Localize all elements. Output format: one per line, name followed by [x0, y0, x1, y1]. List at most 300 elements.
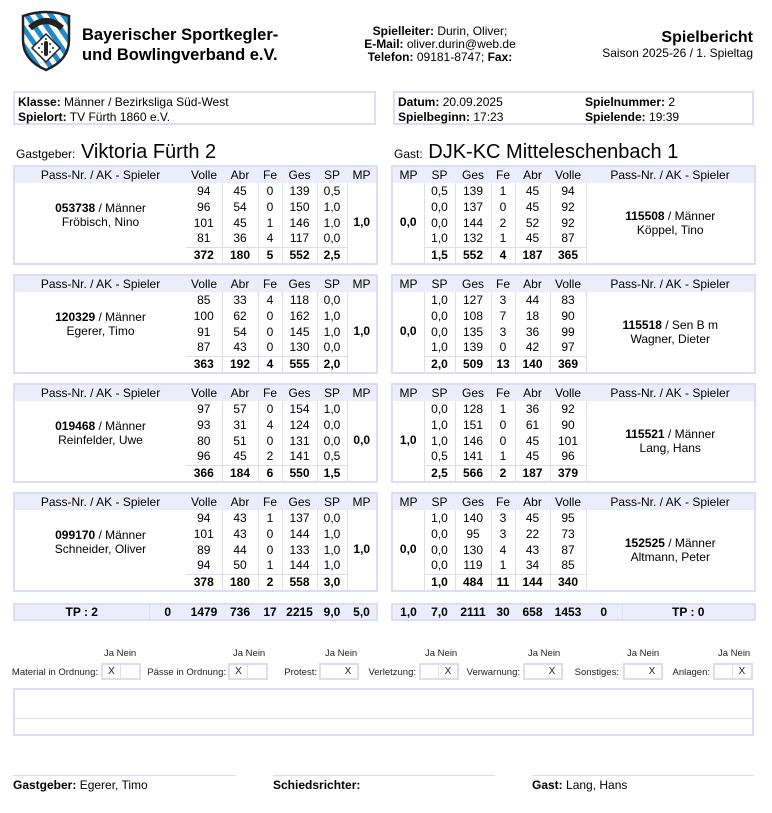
sum-cell: 379	[550, 465, 586, 482]
ja-box[interactable]	[421, 665, 439, 678]
home-signature-value: Egerer, Timo	[79, 778, 148, 792]
guest-total-extra: 0	[600, 605, 608, 619]
score-cell: 94	[197, 510, 211, 525]
score-cell: 89	[197, 542, 211, 557]
check-boxes[interactable]	[713, 663, 753, 680]
nein-box[interactable]	[248, 665, 266, 678]
score-cell: 127	[455, 292, 491, 308]
score-cell: 101	[193, 215, 214, 230]
col-abr: Abr	[222, 384, 258, 401]
home-total-mp: 5,0	[353, 605, 370, 619]
match-points: 0,0	[347, 401, 377, 482]
col-volle: Volle	[186, 275, 222, 292]
score-cell: 4	[258, 417, 282, 433]
ja-nein-header: Ja Nein	[233, 648, 266, 659]
table-header-row	[392, 275, 755, 292]
col-volle: Volle	[550, 384, 586, 401]
check-boxes[interactable]	[523, 663, 563, 680]
ja-box[interactable]	[321, 665, 339, 678]
score-cell: 0,0	[317, 231, 347, 247]
home-total-volle: 1479	[190, 605, 218, 619]
col-sp: SP	[424, 275, 455, 292]
score-cell: 151	[455, 417, 491, 433]
score-cell: 0,0	[317, 340, 347, 356]
score-cell: 1	[491, 449, 515, 465]
sum-cell: 184	[222, 465, 258, 482]
col-abr: Abr	[222, 493, 258, 510]
score-cell: 87	[197, 340, 211, 355]
score-cell: 1	[491, 558, 515, 574]
guest-total-mp: 1,0	[400, 605, 417, 619]
score-cell: 146	[282, 215, 317, 231]
score-cell: 139	[282, 183, 317, 199]
col-abr: Abr	[515, 493, 550, 510]
spielort-label: Spielort:	[18, 110, 67, 124]
sum-cell: 2	[491, 465, 515, 482]
score-cell: 162	[282, 308, 317, 324]
guest-totals-row	[391, 603, 756, 621]
score-cell: 43	[222, 340, 258, 356]
sum-cell: 1,5	[424, 247, 455, 264]
score-cell: 3	[491, 526, 515, 542]
guest-team-name: DJK-KC Mitteleschenbach 1	[428, 141, 679, 163]
score-cell: 117	[282, 231, 317, 247]
sum-cell: 3,0	[317, 574, 347, 591]
col-player: Pass-Nr. / AK - Spieler	[14, 166, 186, 183]
check-label: Anlagen:	[672, 667, 710, 678]
player-name: Lang, Hans	[639, 440, 701, 455]
spielbeginn-value: 17:23	[473, 110, 504, 124]
player-name: Altmann, Peter	[630, 549, 710, 564]
sum-cell: 1,0	[424, 574, 455, 591]
pass-number: 120329	[55, 310, 96, 324]
ja-box[interactable]	[525, 665, 543, 678]
player-name: Egerer, Timo	[66, 324, 135, 338]
guest-total-fe: 30	[496, 605, 510, 619]
klasse-label: Klasse:	[18, 95, 61, 109]
pass-number: 152525	[624, 535, 665, 550]
score-cell: 135	[455, 324, 491, 340]
score-cell: 0	[258, 401, 282, 417]
score-cell: 62	[222, 308, 258, 324]
pass-number: 115508	[625, 208, 665, 223]
score-cell: 61	[515, 417, 550, 433]
table-header-row	[392, 493, 755, 510]
ja-box[interactable]: X	[230, 665, 248, 678]
score-cell: 54	[222, 324, 258, 340]
score-cell: 1	[491, 231, 515, 247]
age-class: / Sen B m	[661, 317, 718, 332]
age-class: / Männer	[664, 208, 716, 223]
home-player-table	[13, 492, 378, 592]
org-name-line1: Bayerischer Sportkegler-	[82, 26, 279, 44]
score-cell: 94	[197, 558, 211, 573]
home-total-sp: 9,0	[323, 605, 341, 619]
score-cell: 141	[455, 449, 491, 465]
telefon-label: Telefon:	[367, 50, 414, 64]
score-cell: 22	[515, 526, 550, 542]
pass-number: 019468	[55, 419, 96, 433]
player-cell	[14, 292, 186, 356]
score-cell: 94	[550, 183, 586, 199]
col-sp: SP	[317, 493, 347, 510]
age-class: / Männer	[95, 419, 146, 433]
col-ges: Ges	[282, 166, 317, 183]
guest-team-points: TP : 0	[622, 604, 755, 620]
age-class: / Männer	[95, 528, 146, 542]
report-subtitle: Saison 2025-26 / 1. Spieltag	[602, 46, 753, 60]
col-ges: Ges	[455, 166, 491, 183]
checks-row	[0, 648, 772, 682]
guest-signature-label: Gast:	[532, 778, 563, 792]
sum-cell: 550	[282, 465, 317, 482]
score-cell: 45	[222, 449, 258, 465]
home-team-label: Gastgeber:	[16, 147, 76, 161]
score-cell: 141	[282, 449, 317, 465]
home-player-table	[13, 274, 378, 374]
score-cell: 1,0	[424, 417, 455, 433]
col-abr: Abr	[515, 275, 550, 292]
player-cell	[14, 510, 186, 574]
age-class: / Männer	[664, 426, 716, 441]
player-cell	[586, 292, 755, 373]
table-row	[392, 292, 755, 308]
score-cell: 92	[550, 199, 586, 215]
sum-cell: 180	[222, 247, 258, 264]
score-cell: 100	[193, 308, 214, 323]
sum-cell: 378	[186, 574, 222, 591]
sum-cell: 192	[222, 356, 258, 373]
score-cell: 0	[258, 526, 282, 542]
score-cell: 131	[282, 433, 317, 449]
pass-number: 115518	[622, 317, 662, 332]
check-boxes[interactable]	[419, 663, 459, 680]
score-cell: 1	[258, 510, 282, 526]
check-boxes[interactable]	[319, 663, 359, 680]
sum-cell: 2,5	[424, 465, 455, 482]
sum-cell: 484	[455, 574, 491, 591]
score-cell: 0,0	[317, 417, 347, 433]
guest-signature-value: Lang, Hans	[566, 778, 628, 792]
col-sp: SP	[424, 384, 455, 401]
sum-cell: 4	[258, 356, 282, 373]
home-total-abr: 736	[229, 605, 251, 619]
spielnummer-value: 2	[668, 95, 676, 109]
score-cell: 3	[491, 510, 515, 526]
sum-cell: 369	[550, 356, 586, 373]
score-cell: 31	[222, 417, 258, 433]
col-fe: Fe	[491, 493, 515, 510]
score-cell: 4	[258, 231, 282, 247]
nein-box[interactable]: X	[738, 666, 746, 677]
col-fe: Fe	[491, 275, 515, 292]
sum-cell: 5	[258, 247, 282, 264]
check-label: Verletzung:	[368, 667, 416, 678]
match-points: 1,0	[347, 292, 377, 373]
score-cell: 101	[193, 526, 214, 541]
table-row	[392, 183, 755, 199]
col-volle: Volle	[186, 384, 222, 401]
col-volle: Volle	[186, 493, 222, 510]
guest-player-table	[391, 492, 756, 592]
ja-nein-header: Ja Nein	[425, 648, 458, 659]
score-cell: 93	[197, 417, 211, 432]
org-name-line2: und Bowlingverband e.V.	[82, 46, 278, 64]
bskv-shield-logo-icon	[20, 10, 72, 72]
score-cell: 0,0	[424, 308, 455, 324]
score-cell: 140	[455, 510, 491, 526]
email-value[interactable]: oliver.durin@web.de	[406, 37, 516, 51]
score-cell: 0,5	[424, 449, 455, 465]
score-cell: 90	[550, 308, 586, 324]
score-cell: 133	[282, 542, 317, 558]
contact-block	[340, 25, 540, 64]
table-header-row	[14, 275, 377, 292]
col-mp: MP	[347, 275, 377, 292]
table-row	[392, 401, 755, 417]
ja-nein-header: Ja Nein	[325, 648, 358, 659]
score-cell: 36	[515, 324, 550, 340]
table-row	[392, 510, 755, 526]
pass-number: 053738	[55, 201, 96, 215]
nein-box[interactable]: X	[444, 666, 452, 677]
sum-cell: 2,5	[317, 247, 347, 264]
pass-number: 115521	[625, 426, 665, 441]
score-cell: 36	[515, 401, 550, 417]
nein-box[interactable]	[121, 665, 139, 678]
score-cell: 0,0	[424, 324, 455, 340]
spielbeginn-label: Spielbeginn:	[398, 110, 470, 124]
col-ges: Ges	[282, 493, 317, 510]
home-signature	[13, 775, 236, 792]
fax-label: Fax:	[487, 50, 513, 64]
home-total-ges: 2215	[286, 605, 313, 619]
score-cell: 0	[258, 433, 282, 449]
remarks-box[interactable]	[13, 688, 754, 736]
remarks-divider	[15, 718, 752, 719]
score-cell: 128	[455, 401, 491, 417]
spielleiter-value: Durin, Oliver;	[437, 24, 508, 38]
home-player-table	[13, 165, 378, 265]
spielende-label: Spielende:	[585, 110, 646, 124]
ja-box[interactable]	[715, 665, 733, 678]
score-cell: 3	[491, 292, 515, 308]
score-cell: 45	[515, 231, 550, 247]
col-sp: SP	[424, 166, 455, 183]
score-cell: 101	[550, 433, 586, 449]
player-cell	[586, 401, 755, 482]
ja-nein-header: Ja Nein	[528, 648, 561, 659]
score-cell: 51	[222, 433, 258, 449]
age-class: / Männer	[95, 201, 146, 215]
col-fe: Fe	[258, 384, 282, 401]
score-cell: 97	[197, 401, 211, 416]
score-cell: 0,0	[424, 401, 455, 417]
sum-cell: 363	[186, 356, 222, 373]
sum-cell: 187	[515, 465, 550, 482]
score-cell: 50	[222, 558, 258, 574]
score-cell: 1,0	[317, 215, 347, 231]
sum-cell: 144	[515, 574, 550, 591]
guest-total-sp: 7,0	[431, 605, 448, 619]
col-mp: MP	[392, 493, 424, 510]
score-cell: 42	[515, 340, 550, 356]
score-cell: 81	[197, 231, 211, 246]
col-abr: Abr	[515, 384, 550, 401]
col-player: Pass-Nr. / AK - Spieler	[14, 275, 186, 292]
table-row	[14, 292, 377, 308]
score-cell: 18	[515, 308, 550, 324]
referee-signature	[273, 775, 495, 792]
sum-cell: 509	[455, 356, 491, 373]
match-points: 1,0	[347, 510, 377, 591]
player-cell	[14, 401, 186, 465]
match-points: 0,0	[399, 324, 417, 339]
score-cell: 0	[491, 433, 515, 449]
nein-box[interactable]: X	[344, 666, 352, 677]
score-cell: 45	[222, 183, 258, 199]
score-cell: 87	[550, 542, 586, 558]
score-cell: 45	[515, 510, 550, 526]
check-boxes[interactable]	[623, 663, 663, 680]
sum-cell: 140	[515, 356, 550, 373]
score-cell: 1,0	[424, 292, 455, 308]
col-mp: MP	[347, 166, 377, 183]
score-cell: 94	[197, 183, 211, 198]
sum-cell: 365	[550, 247, 586, 264]
check-boxes[interactable]	[228, 663, 268, 680]
score-cell: 0,5	[317, 183, 347, 199]
score-cell: 83	[550, 292, 586, 308]
col-mp: MP	[392, 384, 424, 401]
nein-box[interactable]: X	[648, 666, 656, 677]
check-label: Protest:	[284, 667, 317, 678]
col-sp: SP	[424, 493, 455, 510]
score-cell: 137	[282, 510, 317, 526]
ja-box[interactable]	[625, 665, 643, 678]
datum-value: 20.09.2025	[442, 95, 503, 109]
home-total-fe: 17	[263, 605, 277, 619]
score-cell: 97	[550, 340, 586, 356]
score-cell: 1	[491, 401, 515, 417]
col-player: Pass-Nr. / AK - Spieler	[586, 275, 755, 292]
spielnummer-label: Spielnummer:	[585, 95, 666, 109]
score-cell: 130	[282, 340, 317, 356]
score-cell: 87	[550, 231, 586, 247]
score-cell: 44	[515, 292, 550, 308]
sum-cell: 11	[491, 574, 515, 591]
score-cell: 4	[258, 292, 282, 308]
score-cell: 33	[222, 292, 258, 308]
score-cell: 45	[515, 183, 550, 199]
score-cell: 0	[258, 324, 282, 340]
sum-row	[14, 356, 377, 373]
age-class: / Männer	[664, 535, 716, 550]
check-label: Pässe in Ordnung:	[147, 667, 226, 678]
score-cell: 124	[282, 417, 317, 433]
score-cell: 2	[491, 215, 515, 231]
score-cell: 1	[491, 183, 515, 199]
score-cell: 1,0	[317, 199, 347, 215]
table-row	[14, 401, 377, 417]
match-class-info	[13, 91, 376, 125]
score-cell: 45	[222, 215, 258, 231]
home-team-points: TP : 2	[14, 604, 149, 620]
sum-cell: 552	[455, 247, 491, 264]
col-fe: Fe	[258, 166, 282, 183]
check-boxes[interactable]	[101, 663, 141, 680]
col-player: Pass-Nr. / AK - Spieler	[586, 166, 755, 183]
score-cell: 85	[550, 558, 586, 574]
score-cell: 45	[515, 433, 550, 449]
score-cell: 73	[550, 526, 586, 542]
score-cell: 154	[282, 401, 317, 417]
score-cell: 0,0	[317, 433, 347, 449]
score-cell: 0,0	[317, 292, 347, 308]
table-header-row	[14, 166, 377, 183]
col-player: Pass-Nr. / AK - Spieler	[14, 493, 186, 510]
match-points: 0,0	[399, 542, 417, 557]
player-name: Fröbisch, Nino	[61, 215, 140, 229]
score-cell: 145	[282, 324, 317, 340]
datum-label: Datum:	[398, 95, 440, 109]
score-cell: 0	[491, 417, 515, 433]
score-cell: 0	[258, 542, 282, 558]
col-volle: Volle	[186, 166, 222, 183]
sum-cell: 1,5	[317, 465, 347, 482]
col-abr: Abr	[222, 275, 258, 292]
check-label: Verwarnung:	[466, 667, 520, 678]
score-cell: 139	[455, 183, 491, 199]
score-cell: 1,0	[424, 510, 455, 526]
player-name: Köppel, Tino	[636, 222, 704, 237]
col-abr: Abr	[222, 166, 258, 183]
table-header-row	[392, 166, 755, 183]
col-fe: Fe	[491, 384, 515, 401]
score-cell: 7	[491, 308, 515, 324]
sum-cell: 555	[282, 356, 317, 373]
score-cell: 0	[258, 199, 282, 215]
sum-cell: 187	[515, 247, 550, 264]
sum-cell: 4	[491, 247, 515, 264]
ja-box[interactable]: X	[103, 665, 121, 678]
sum-cell: 2	[258, 574, 282, 591]
ja-nein-header: Ja Nein	[627, 648, 660, 659]
score-cell: 137	[455, 199, 491, 215]
sum-cell: 2,0	[317, 356, 347, 373]
email-label: E-Mail:	[364, 37, 404, 51]
guest-player-table	[391, 165, 756, 265]
organization-name	[82, 25, 278, 65]
score-cell: 44	[222, 542, 258, 558]
score-cell: 36	[222, 231, 258, 247]
col-player: Pass-Nr. / AK - Spieler	[14, 384, 186, 401]
guest-signature	[532, 775, 754, 792]
col-mp: MP	[392, 275, 424, 292]
score-cell: 90	[550, 417, 586, 433]
col-mp: MP	[347, 384, 377, 401]
nein-box[interactable]: X	[548, 666, 556, 677]
score-cell: 3	[491, 324, 515, 340]
telefon-value: 09181-8747;	[416, 50, 485, 64]
player-name: Reinfelder, Uwe	[58, 433, 143, 447]
score-cell: 144	[282, 558, 317, 574]
score-cell: 57	[222, 401, 258, 417]
score-cell: 95	[550, 510, 586, 526]
home-team-name: Viktoria Fürth 2	[80, 141, 217, 163]
score-cell: 54	[222, 199, 258, 215]
score-cell: 1,0	[424, 231, 455, 247]
